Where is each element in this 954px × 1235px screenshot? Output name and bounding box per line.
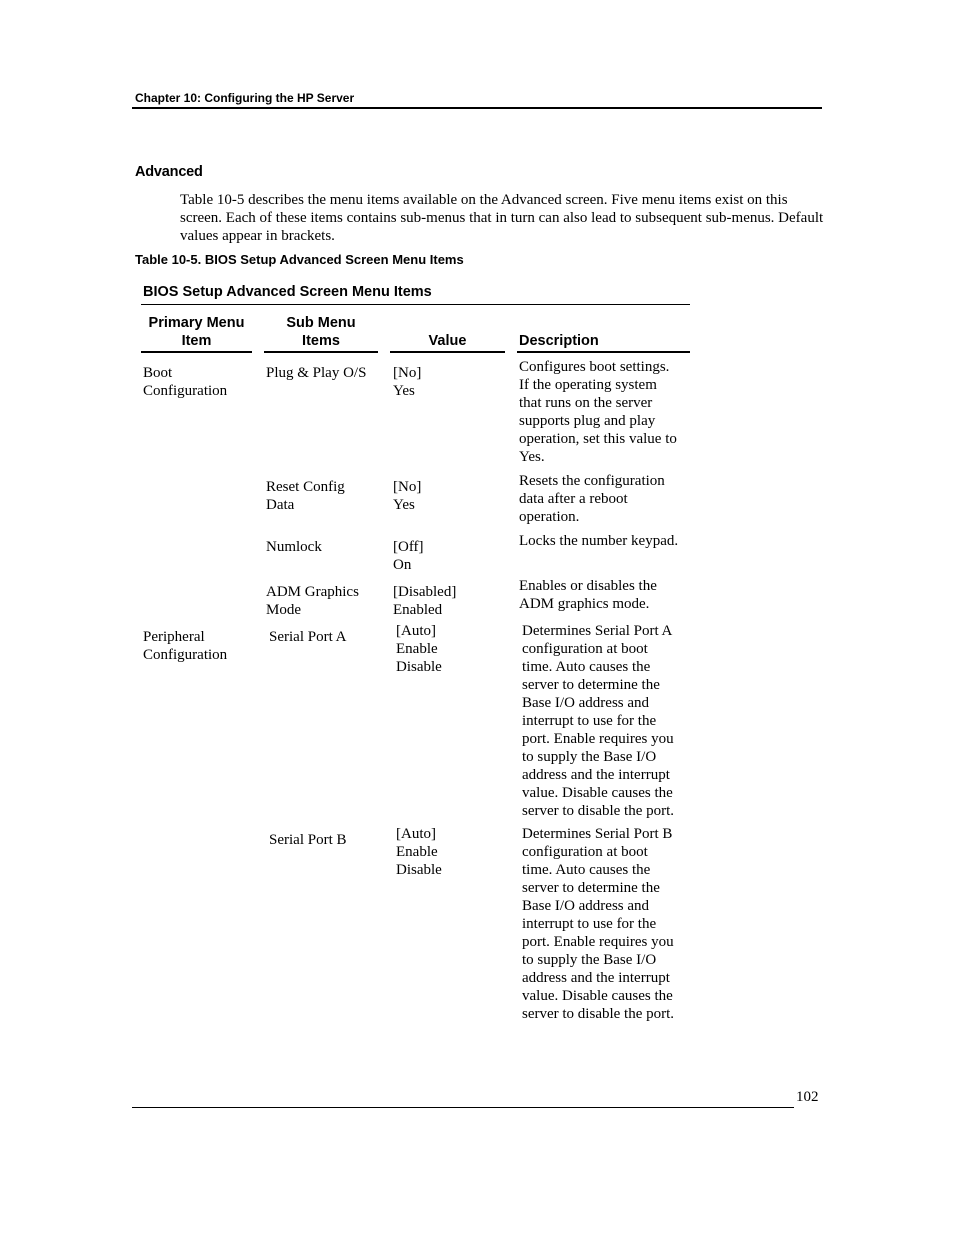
table-cell-description: Enables or disables the ADM graphics mode.	[519, 578, 657, 612]
table-cell-description: Locks the number keypad.	[519, 533, 679, 549]
table-cell-sub: ADM Graphics Mode	[266, 584, 359, 618]
table-cell-primary: Peripheral Configuration	[143, 629, 228, 663]
table-cell-value: [No] Yes	[393, 479, 422, 513]
table-cell-value: [Auto] Enable Disable	[396, 826, 442, 878]
table-cell-sub: Serial Port B	[269, 832, 347, 848]
table-title-rule	[141, 304, 690, 305]
header-value: Value	[428, 333, 467, 349]
table-caption: Table 10-5. BIOS Setup Advanced Screen Menu Items	[135, 252, 464, 267]
header-description: Description	[519, 333, 599, 349]
header-rule-description	[517, 351, 690, 353]
table-cell-description: Determines Serial Port A configuration at boot time. Auto causes the server to determine the Base I/O address and interrupt to use for the port. Enable requires you to supply the Base I/O address and the interrupt value. Disable causes the server to disable the port.	[522, 623, 675, 819]
table-cell-primary: Boot Configuration	[143, 365, 228, 399]
page-number: 102	[796, 1089, 819, 1105]
table-cell-sub: Reset Config Data	[266, 479, 345, 513]
header-rule	[132, 107, 822, 109]
table-cell-description: Configures boot settings. If the operating system that runs on the server supports plug and play operation, set this value to Yes.	[519, 359, 677, 465]
header-sub-menu-items: Sub Menu Items	[286, 315, 356, 349]
section-title: Advanced	[135, 164, 203, 180]
header-rule-primary	[141, 351, 252, 353]
table-cell-value: [No] Yes	[393, 365, 422, 399]
table-cell-value: [Off] On	[393, 539, 424, 573]
table-cell-sub: Plug & Play O/S	[266, 365, 367, 381]
intro-paragraph: Table 10-5 describes the menu items available on the Advanced screen. Five menu items exist on this screen. Each of these items contains sub-menus that in turn can also lead to subsequent sub-menus. Default values appear in brackets.	[180, 192, 824, 244]
table-cell-value: [Disabled] Enabled	[393, 584, 457, 618]
table-cell-description: Determines Serial Port B configuration at boot time. Auto causes the server to determine the Base I/O address and interrupt to use for the port. Enable requires you to supply the Base I/O address and the interrupt value. Disable causes the server to disable the port.	[522, 826, 675, 1022]
table-cell-value: [Auto] Enable Disable	[396, 623, 442, 675]
header-primary-menu-item: Primary Menu Item	[148, 315, 245, 349]
table-title: BIOS Setup Advanced Screen Menu Items	[143, 284, 432, 300]
table-cell-description: Resets the configuration data after a reboot operation.	[519, 473, 665, 525]
footer-rule	[132, 1107, 794, 1108]
table-cell-sub: Serial Port A	[269, 629, 347, 645]
table-cell-sub: Numlock	[266, 539, 322, 555]
header-rule-value	[390, 351, 505, 353]
chapter-header: Chapter 10: Configuring the HP Server	[135, 91, 355, 105]
header-rule-sub	[264, 351, 378, 353]
